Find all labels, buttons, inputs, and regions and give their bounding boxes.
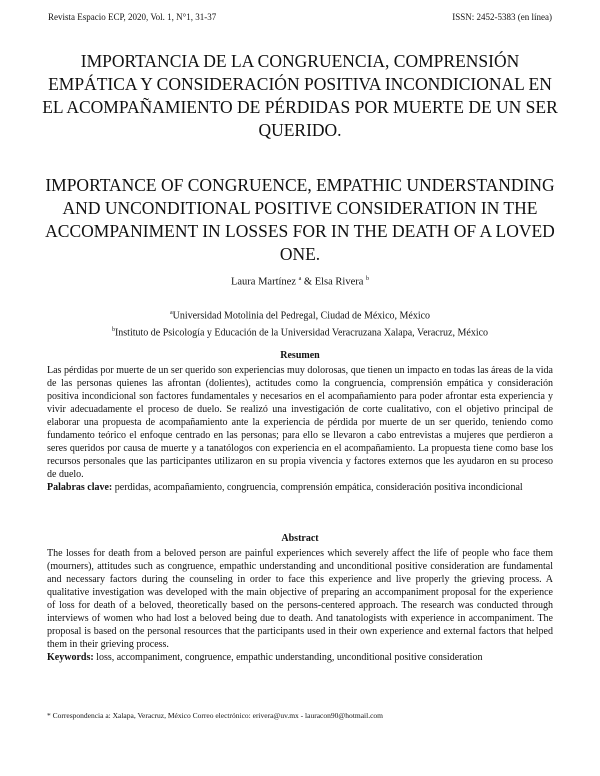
resumen-body — [47, 364, 553, 494]
author-1-sup: a — [298, 276, 302, 282]
abstract-heading: Abstract — [281, 533, 319, 544]
title-spanish: IMPORTANCIA DE LA CONGRUENCIA, COMPRENSIÓN EMPÁTICA Y CONSIDERACIÓN POSITIVA INCONDICIONAL EN EL ACOMPAÑAMIENTO DE PÉRDIDAS POR MUERTE DE UN SER QUERIDO. — [42, 51, 558, 140]
affiliation-a-sup: a — [169, 310, 173, 316]
palabras-clave-text: perdidas, acompañamiento, congruencia, comprensión empática, consideración positiva incondicional — [112, 482, 523, 493]
author-2-sup: b — [366, 276, 370, 282]
keywords-text: loss, accompaniment, congruence, empathic understanding, unconditional positive consideration — [93, 652, 483, 663]
issn: ISSN: 2452-5383 (en línea) — [452, 12, 552, 22]
affiliation-b — [0, 323, 600, 340]
abstract-body — [47, 547, 553, 664]
authors — [0, 276, 600, 288]
author-1: Laura Martínez — [230, 276, 296, 288]
correspondence-footnote: * Correspondencia a: Xalapa, Veracruz, México Correo electrónico: erivera@uv.mx - lauracon90@hotmail.com — [47, 711, 383, 720]
affiliations — [0, 306, 600, 341]
affiliation-a — [0, 306, 600, 323]
keywords — [47, 651, 553, 664]
abstract-text: The losses for death from a beloved person are painful experiences which severely affect the life of people who face them (mourners), attitudes such as congruence, empathic understanding and unconditional positive consideration are fundamental and necessary factors during the counseling in order to face this experience and live properly the grieving process. A qualitative investigation was developed with the main objective of preparing an accompaniment proposal for the experience of loss for death of a beloved, theoretically based on the persons-centered approach. The research was conducted through interviews of women who had lost a beloved being due to death. And tanatologists with experience in accompaniment. The proposal is based on the personal resources that the participants used in their own experience and external factors that helped them in their grieving process. — [47, 548, 553, 650]
affiliation-b-sup: b — [111, 327, 115, 334]
palabras-clave — [47, 481, 553, 494]
affiliation-a-text: Universidad Motolinia del Pedregal, Ciudad de México, México — [172, 310, 431, 322]
author-separator: & — [303, 276, 315, 288]
journal-citation: Revista Espacio ECP, 2020, Vol. 1, N°1, 31-37 — [48, 12, 217, 22]
journal-header — [48, 12, 552, 22]
resumen-text: Las pérdidas por muerte de un ser querido son experiencias muy dolorosas, que tienen un impacto en todas las áreas de la vida de las personas quienes las afrontan (dolientes), actitudes como la congruencia, comprensión empática y consideración positiva incondicional son factores fundamentales y necesarios en el acompañamiento para poder afrontar esta experiencia y vivir adecuadamente el proceso de duelo. Se realizó una investigación de corte cualitativo, con el objetivo principal de elaborar una propuesta de acompañamiento ante la experiencia de pérdida por muerte de un ser querido, teniendo como fundamento teórico el enfoque centrado en las personas; para ello se llevaron a cabo entrevistas a mujeres que perdieron a seres queridos por causa de muerte y a tanatólogos con experiencia en el acompañamiento. La propuesta tiene como base los recursos personales que las participantes utilizaron en su propia vivencia y factores externos que les ayudaron en su proceso de duelo. — [47, 365, 553, 480]
title-english: IMPORTANCE OF CONGRUENCE, EMPATHIC UNDERSTANDING AND UNCONDITIONAL POSITIVE CONSIDERATION IN THE ACCOMPANIMENT IN LOSSES FOR IN THE DEATH OF A LOVED ONE. — [45, 175, 555, 264]
keywords-label: Keywords: — [47, 652, 94, 663]
resumen-heading: Resumen — [280, 350, 320, 361]
author-2: Elsa Rivera — [314, 276, 364, 288]
palabras-clave-label: Palabras clave: — [47, 482, 113, 493]
affiliation-b-text: Instituto de Psicología y Educación de la Universidad Veracruzana Xalapa, Veracruz, México — [114, 327, 489, 339]
